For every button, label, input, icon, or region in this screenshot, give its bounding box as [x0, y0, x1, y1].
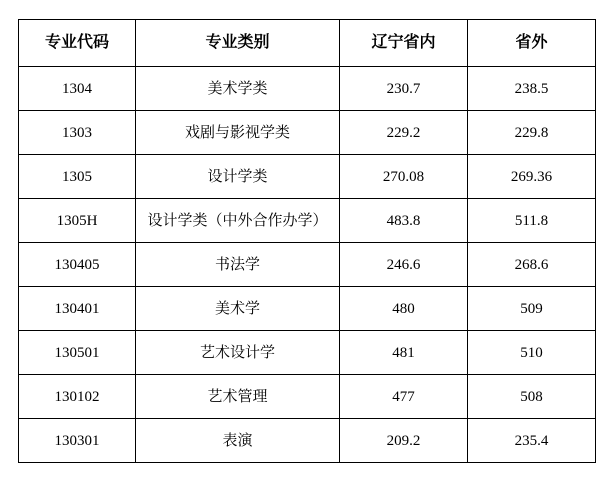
cell-out-province-score: 509	[468, 287, 596, 331]
cell-major-category: 书法学	[136, 243, 340, 287]
table-row	[19, 287, 596, 331]
cell-major-code: 1305	[19, 155, 136, 199]
table-row	[19, 243, 596, 287]
cell-out-province-score: 508	[468, 375, 596, 419]
cell-in-province-score: 477	[340, 375, 468, 419]
table-row	[19, 67, 596, 111]
cell-major-code: 1305H	[19, 199, 136, 243]
cell-out-province-score: 510	[468, 331, 596, 375]
cell-major-category: 艺术设计学	[136, 331, 340, 375]
cell-in-province-score: 230.7	[340, 67, 468, 111]
column-header-major-category: 专业类别	[136, 20, 340, 67]
cell-out-province-score: 511.8	[468, 199, 596, 243]
cell-major-category: 美术学类	[136, 67, 340, 111]
cell-in-province-score: 246.6	[340, 243, 468, 287]
cell-out-province-score: 229.8	[468, 111, 596, 155]
cell-major-category: 戏剧与影视学类	[136, 111, 340, 155]
cell-major-category: 美术学	[136, 287, 340, 331]
cell-major-code: 130405	[19, 243, 136, 287]
column-header-out-province: 省外	[468, 20, 596, 67]
cell-in-province-score: 229.2	[340, 111, 468, 155]
cell-major-category: 设计学类（中外合作办学）	[136, 199, 340, 243]
cell-major-category: 艺术管理	[136, 375, 340, 419]
table-header	[19, 20, 596, 67]
admission-score-table	[18, 19, 596, 463]
cell-out-province-score: 268.6	[468, 243, 596, 287]
table-row	[19, 155, 596, 199]
cell-in-province-score: 270.08	[340, 155, 468, 199]
table-row	[19, 375, 596, 419]
cell-out-province-score: 238.5	[468, 67, 596, 111]
column-header-in-province: 辽宁省内	[340, 20, 468, 67]
cell-major-code: 130401	[19, 287, 136, 331]
table-row	[19, 331, 596, 375]
cell-major-category: 设计学类	[136, 155, 340, 199]
cell-major-code: 130501	[19, 331, 136, 375]
table-header-row	[19, 20, 596, 67]
cell-major-code: 1303	[19, 111, 136, 155]
column-header-major-code: 专业代码	[19, 20, 136, 67]
cell-in-province-score: 481	[340, 331, 468, 375]
table-body	[19, 67, 596, 463]
cell-in-province-score: 480	[340, 287, 468, 331]
cell-in-province-score: 209.2	[340, 419, 468, 463]
cell-major-category: 表演	[136, 419, 340, 463]
table-row	[19, 419, 596, 463]
cell-out-province-score: 269.36	[468, 155, 596, 199]
table-row	[19, 111, 596, 155]
cell-in-province-score: 483.8	[340, 199, 468, 243]
cell-out-province-score: 235.4	[468, 419, 596, 463]
table-row	[19, 199, 596, 243]
cell-major-code: 130102	[19, 375, 136, 419]
cell-major-code: 1304	[19, 67, 136, 111]
cell-major-code: 130301	[19, 419, 136, 463]
